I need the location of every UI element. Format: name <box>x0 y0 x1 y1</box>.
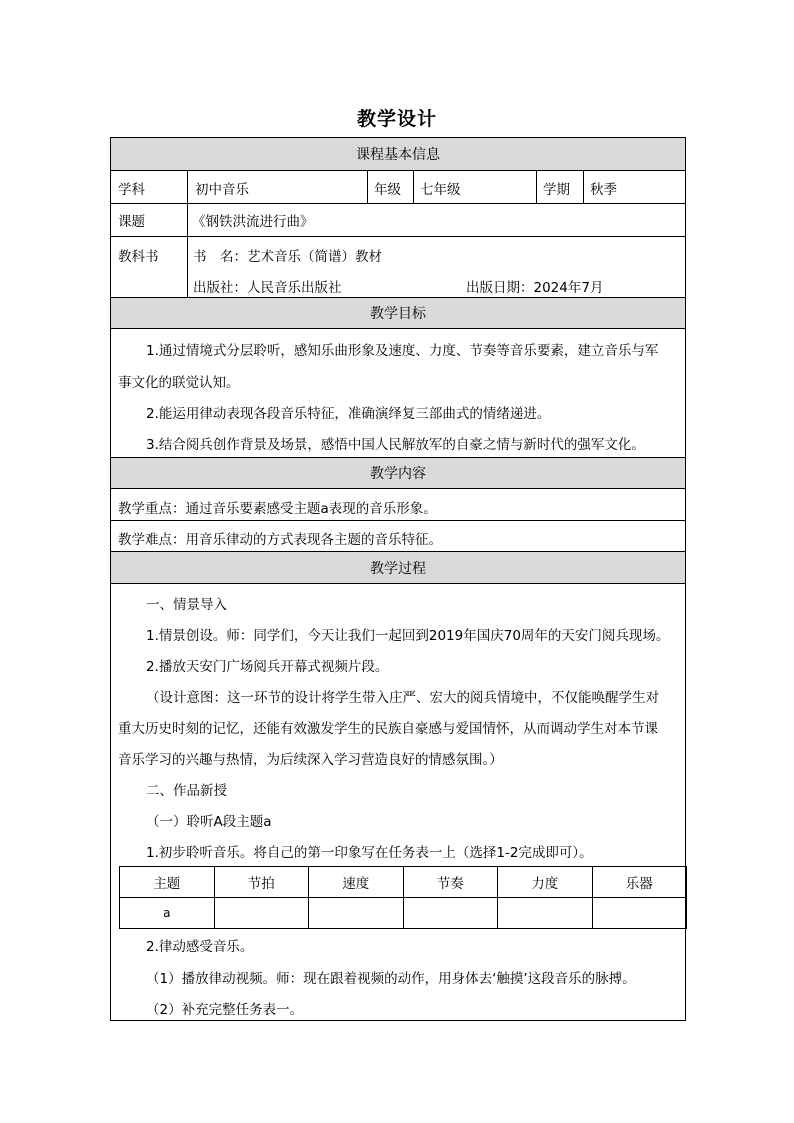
difficult-point: 教学难点：用音乐律动的方式表现各主题的音乐特征。 <box>118 532 442 548</box>
divider <box>413 171 414 204</box>
page-title: 教学设计 <box>356 108 437 130</box>
objective-3: 3.结合阅兵创作背景及场景，感悟中国人民解放军的自豪之情与新时代的强军文化。 <box>146 437 645 453</box>
textbook-name: 书 名：艺术音乐（简谱）教材 <box>193 249 382 265</box>
design-intent-continued: 音乐学习的兴趣与热情，为后续深入学习营造良好的情感氛围。） <box>118 752 503 768</box>
task-table-header: 力度 <box>498 867 593 898</box>
task-table-one <box>119 866 687 929</box>
divider <box>367 171 368 204</box>
process-paragraph: （2）补充完整任务表一。 <box>146 1002 304 1018</box>
section-header-objectives <box>111 297 685 329</box>
section-title: 课程基本信息 <box>356 147 440 163</box>
task-table-row <box>120 898 687 929</box>
task-table-header: 节奏 <box>403 867 498 898</box>
subject-label: 学科 <box>118 181 145 198</box>
textbook-publisher: 出版社：人民音乐出版社 <box>193 280 342 296</box>
task-table-cell <box>214 898 309 929</box>
task-table-header: 节拍 <box>214 867 309 898</box>
divider <box>583 171 584 204</box>
task-table-cell <box>498 898 593 929</box>
divider <box>111 520 685 521</box>
section-title: 教学目标 <box>370 306 426 322</box>
process-heading-intro: 一、情景导入 <box>146 597 227 613</box>
section-title: 教学内容 <box>370 466 426 482</box>
topic-label: 课题 <box>118 214 145 230</box>
grade-label: 年级 <box>374 181 401 198</box>
process-paragraph: 2.播放天安门广场阅兵开幕式视频片段。 <box>146 659 389 675</box>
task-table-cell <box>592 898 687 929</box>
objective-2: 2.能运用律动表现各段音乐特征，准确演绎复三部曲式的情绪递进。 <box>146 406 551 422</box>
section-header-process <box>111 551 685 584</box>
section-header-content <box>111 457 685 489</box>
process-paragraph: （1）播放律动视频。师：现在跟着视频的动作，用身体去‘触摸’这段音乐的脉搏。 <box>146 971 636 987</box>
key-point: 教学重点：通过音乐要素感受主题a表现的音乐形象。 <box>118 501 437 517</box>
process-paragraph: 1.情景创设。师：同学们，今天让我们一起回到2019年国庆70周年的天安门阅兵现场。 <box>146 628 670 644</box>
process-paragraph: 1.初步聆听音乐。将自己的第一印象写在任务表一上（选择1-2完成即可）。 <box>146 845 593 861</box>
term-value: 秋季 <box>590 181 617 198</box>
term-label: 学期 <box>543 181 570 198</box>
subject-value: 初中音乐 <box>195 181 249 198</box>
task-table-cell <box>403 898 498 929</box>
task-table-header: 乐器 <box>592 867 687 898</box>
divider <box>536 171 537 204</box>
textbook-label: 教科书 <box>118 249 159 265</box>
divider <box>187 171 188 297</box>
design-intent-continued: 重大历史时刻的记忆，还能有效激发学生的民族自豪感与爱国情怀，从而调动学生对本节课 <box>118 721 658 737</box>
task-table-cell: a <box>120 898 215 929</box>
process-heading-new-lesson: 二、作品新授 <box>146 783 227 799</box>
divider <box>111 236 685 237</box>
task-table-header: 主题 <box>120 867 215 898</box>
topic-value: 《钢铁洪流进行曲》 <box>192 214 314 230</box>
design-intent: （设计意图：这一环节的设计将学生带入庄严、宏大的阅兵情境中，不仅能唤醒学生对 <box>146 690 659 706</box>
lesson-plan-table <box>110 137 686 1021</box>
section-header-basic-info <box>111 138 685 171</box>
objective-1: 1.通过情境式分层聆听，感知乐曲形象及速度、力度、节奏等音乐要素，建立音乐与军 <box>146 343 659 359</box>
objective-1-continued: 事文化的联觉认知。 <box>118 375 240 391</box>
task-table-cell <box>309 898 404 929</box>
task-table-header-row <box>120 867 687 898</box>
section-title: 教学过程 <box>370 560 426 577</box>
textbook-publish-date: 出版日期：2024年7月 <box>466 280 604 296</box>
process-subheading: （一）聆听A段主题a <box>146 814 272 830</box>
process-paragraph: 2.律动感受音乐。 <box>146 939 254 955</box>
grade-value: 七年级 <box>420 181 461 198</box>
task-table-header: 速度 <box>309 867 404 898</box>
